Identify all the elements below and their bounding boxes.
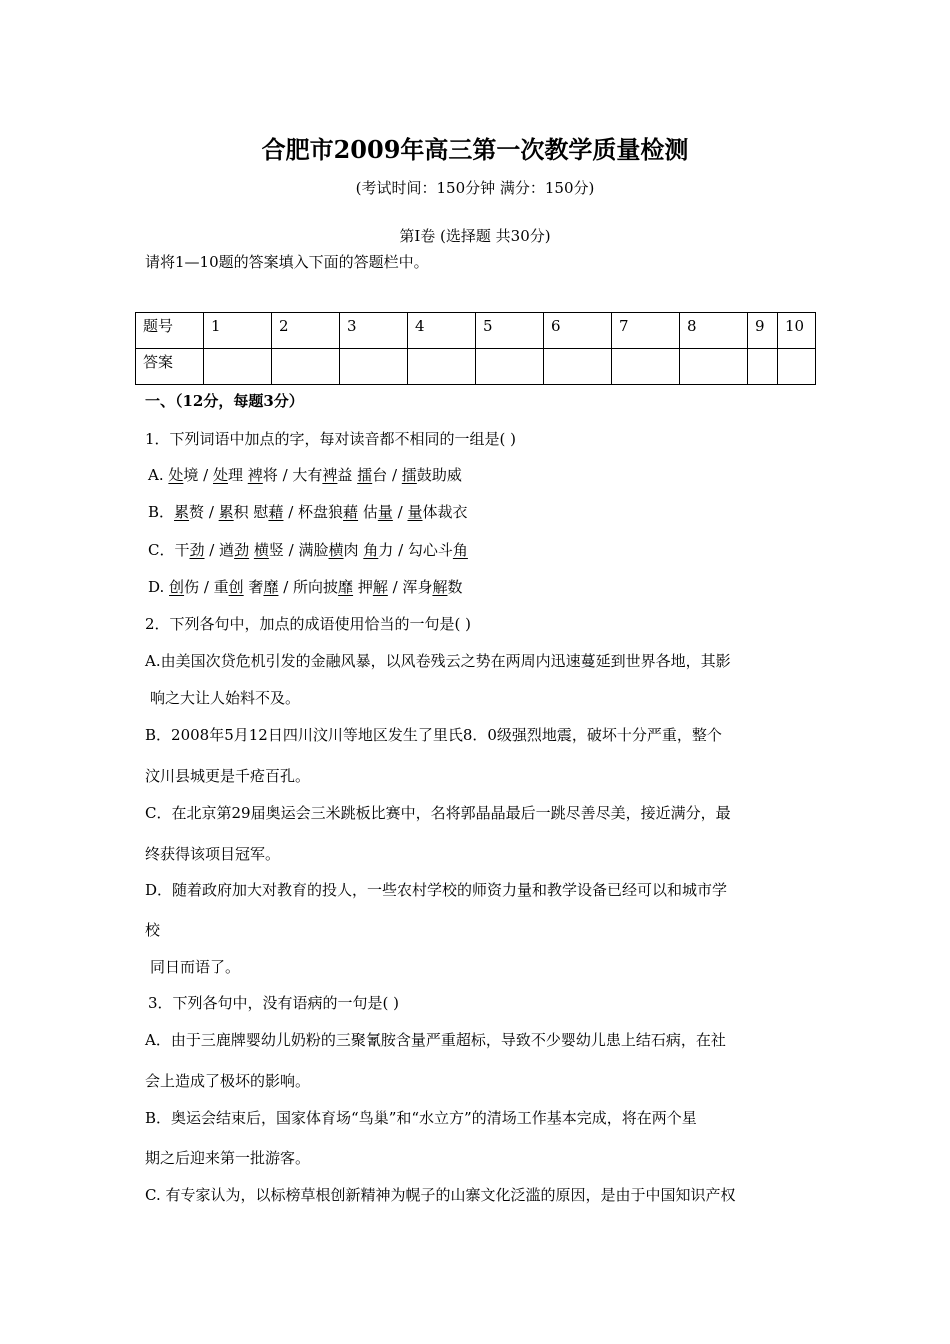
table-cell: 10 <box>778 313 816 349</box>
q2-option-d-cont2: 同日而语了。 <box>150 958 241 976</box>
exam-subtitle: (考试时间：150分钟 满分：150分) <box>355 179 595 197</box>
answer-cell-5[interactable] <box>476 349 544 385</box>
q2-option-a-cont: 响之大让人始料不及。 <box>150 689 301 707</box>
q1-option-c: C．干劲 / 遒劲 横竖 / 满脸横肉 角力 / 勾心斗角 <box>148 541 468 559</box>
section1-heading: 一、（12分，每题3分） <box>145 392 304 410</box>
q3-option-a-cont: 会上造成了极坏的影响。 <box>145 1072 311 1090</box>
row-label-answer: 答案 <box>136 349 204 385</box>
q1-option-d: D. 创伤 / 重创 奢靡 / 所向披靡 押解 / 浑身解数 <box>148 578 463 596</box>
table-cell: 3 <box>340 313 408 349</box>
answer-cell-4[interactable] <box>408 349 476 385</box>
table-cell: 4 <box>408 313 476 349</box>
q2-option-d-cont: 校 <box>145 921 161 939</box>
q2-option-b-cont: 汶川县城更是千疮百孔。 <box>145 767 311 785</box>
q1-stem: 1．下列词语中加点的字，每对读音都不相同的一组是( ) <box>145 430 517 448</box>
exam-title: 合肥市2009年高三第一次教学质量检测 <box>261 135 689 164</box>
answer-cell-8[interactable] <box>680 349 748 385</box>
table-cell: 1 <box>204 313 272 349</box>
answer-cell-2[interactable] <box>272 349 340 385</box>
table-row-answers <box>136 349 816 385</box>
q2-stem: 2．下列各句中，加点的成语使用恰当的一句是( ) <box>145 615 472 633</box>
q3-option-c: C. 有专家认为，以标榜草根创新精神为幌子的山寨文化泛滥的原因，是由于中国知识产权 <box>145 1186 736 1204</box>
answer-cell-6[interactable] <box>544 349 612 385</box>
q3-option-b: B．奥运会结束后，国家体育场“鸟巢”和“水立方”的清场工作基本完成，将在两个星 <box>145 1109 697 1127</box>
answer-table <box>135 312 816 385</box>
q2-option-c-cont: 终获得该项目冠军。 <box>145 845 281 863</box>
part-heading: 第I卷 (选择题 共30分) <box>399 227 551 245</box>
instruction: 请将1—10题的答案填入下面的答题栏中。 <box>145 253 429 271</box>
table-cell: 8 <box>680 313 748 349</box>
row-label-number: 题号 <box>136 313 204 349</box>
q3-option-b-cont: 期之后迎来第一批游客。 <box>145 1149 311 1167</box>
answer-cell-10[interactable] <box>778 349 816 385</box>
q1-option-b: B．累赘 / 累积 慰藉 / 杯盘狼藉 估量 / 量体裁衣 <box>148 503 468 521</box>
table-row-numbers <box>136 313 816 349</box>
q2-option-a: A.由美国次贷危机引发的金融风暴，以风卷残云之势在两周内迅速蔓延到世界各地，其影 <box>145 652 731 670</box>
answer-cell-7[interactable] <box>612 349 680 385</box>
q3-stem: 3．下列各句中，没有语病的一句是( ) <box>148 994 400 1012</box>
table-cell: 2 <box>272 313 340 349</box>
q2-option-c: C．在北京第29届奥运会三米跳板比赛中，名将郭晶晶最后一跳尽善尽美，接近满分，最 <box>145 804 731 822</box>
table-cell: 9 <box>748 313 778 349</box>
table-cell: 6 <box>544 313 612 349</box>
answer-cell-3[interactable] <box>340 349 408 385</box>
table-cell: 5 <box>476 313 544 349</box>
q1-option-a: A. 处境 / 处理 裨将 / 大有裨益 擂台 / 擂鼓助威 <box>148 466 462 484</box>
table-cell: 7 <box>612 313 680 349</box>
q2-option-d: D．随着政府加大对教育的投人，一些农村学校的师资力量和教学设备已经可以和城市学 <box>145 881 728 899</box>
answer-cell-9[interactable] <box>748 349 778 385</box>
q3-option-a: A．由于三鹿牌婴幼儿奶粉的三聚氰胺含量严重超标，导致不少婴幼儿患上结石病，在社 <box>145 1031 726 1049</box>
q2-option-b: B．2008年5月12日四川汶川等地区发生了里氏8．0级强烈地震，破坏十分严重，整个 <box>145 726 722 744</box>
answer-cell-1[interactable] <box>204 349 272 385</box>
